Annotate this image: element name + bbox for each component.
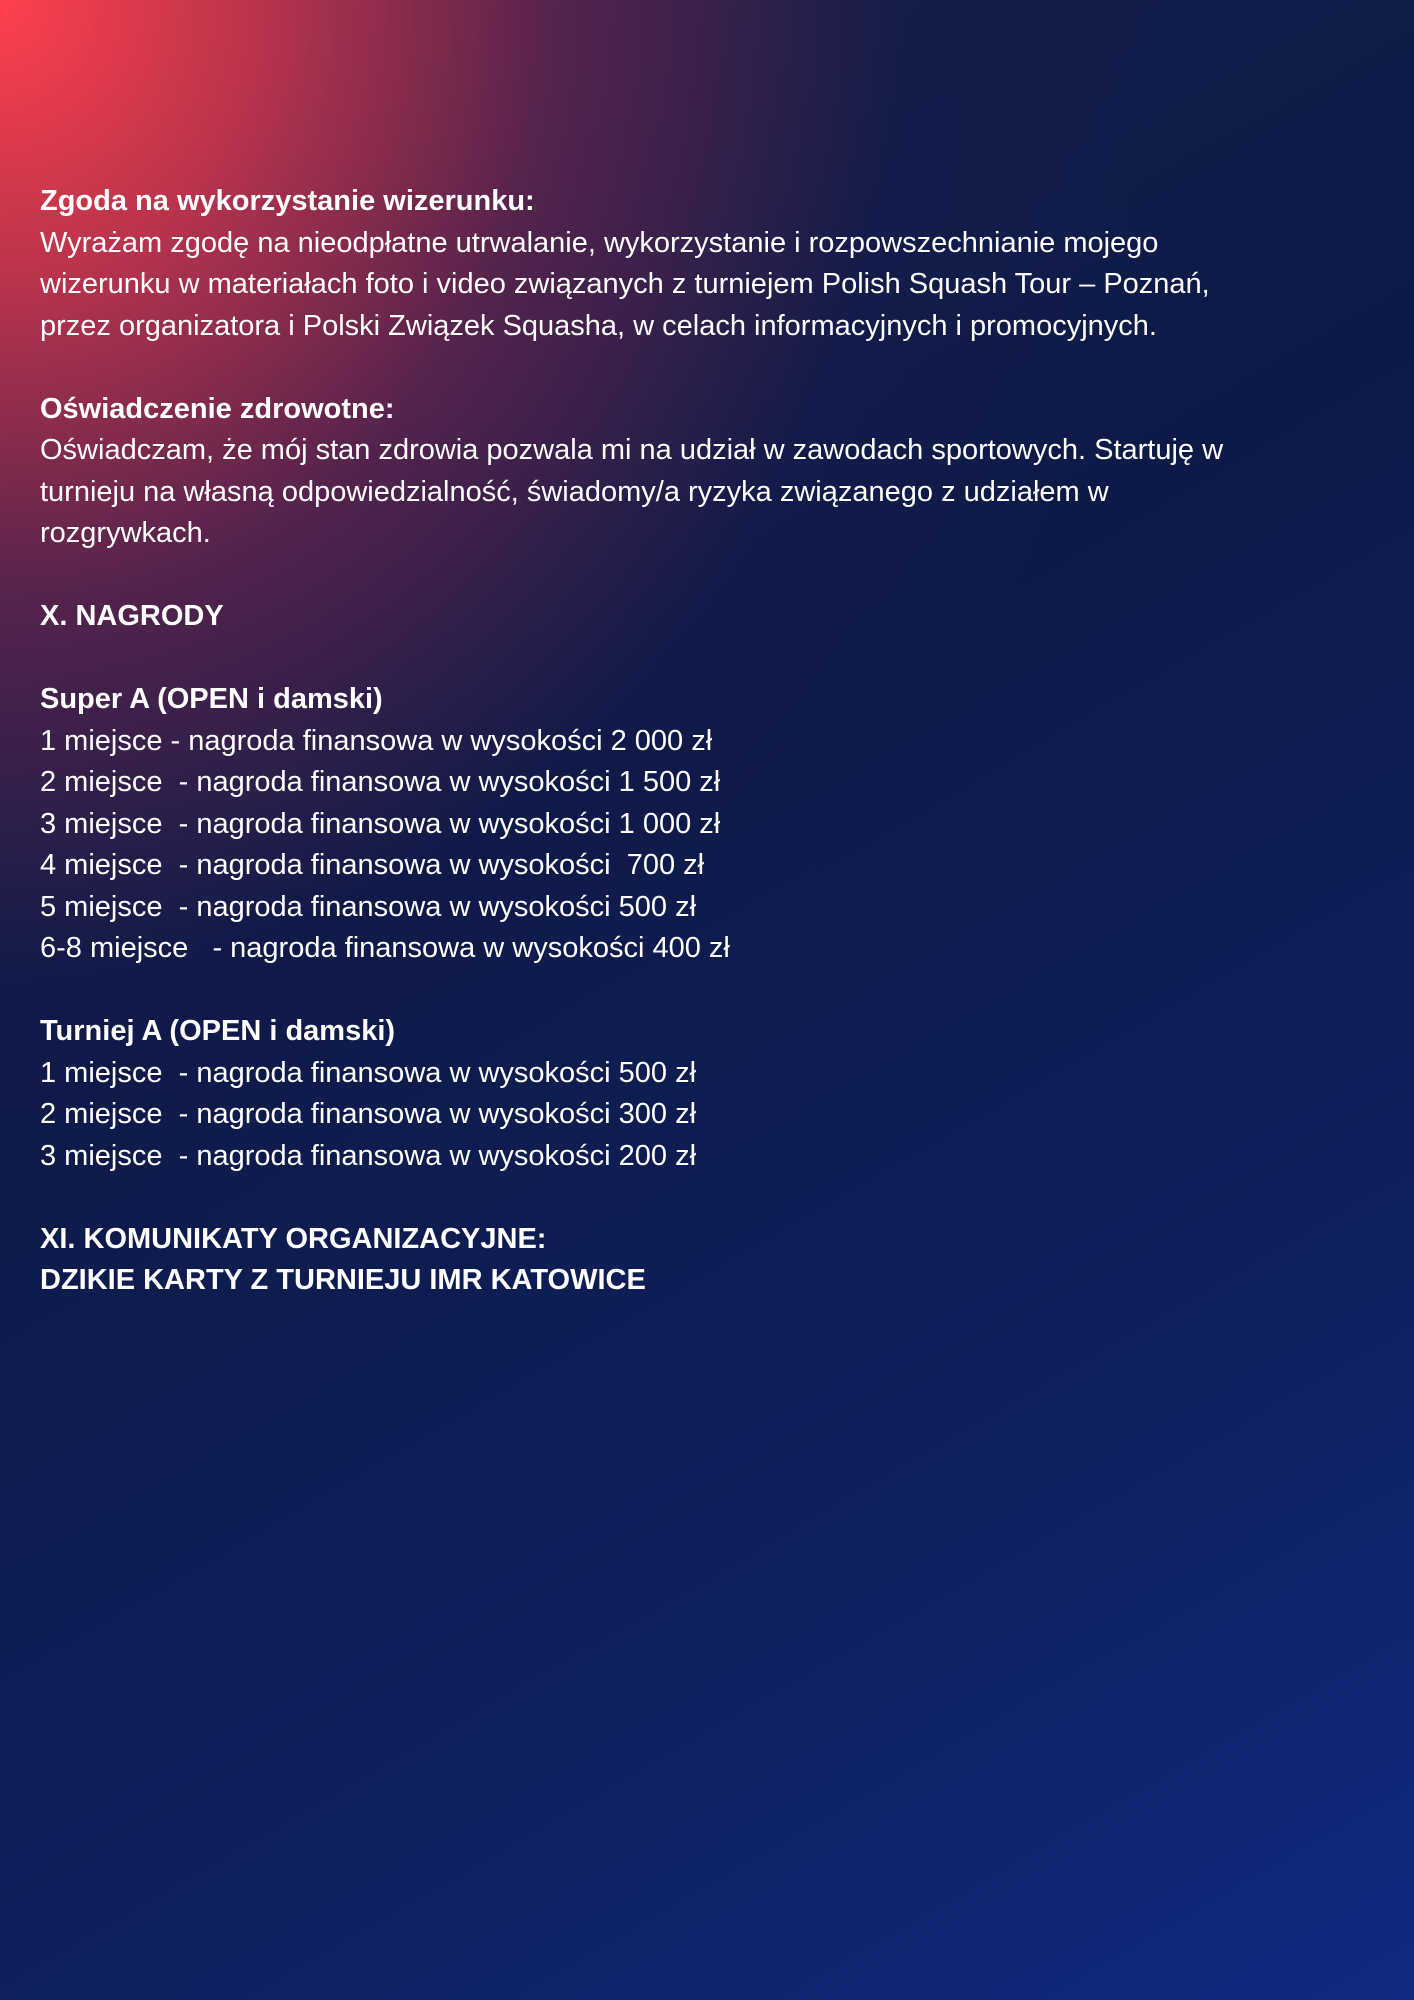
- prize-line: 3 miejsce - nagroda finansowa w wysokości 200 zł: [40, 1139, 697, 1172]
- prize-line: 6-8 miejsce - nagroda finansowa w wysokości 400 zł: [40, 932, 730, 964]
- image-consent-line: wizerunku w materiałach foto i video związanych z turniejem Polish Squash Tour – Poznań,: [40, 268, 1210, 300]
- turniej-a-heading: Turniej A (OPEN i damski): [40, 1015, 396, 1047]
- spacer: [40, 970, 1380, 1012]
- prize-line: 4 miejsce - nagroda finansowa w wysokości 700 zł: [40, 849, 705, 881]
- spacer: [40, 638, 1380, 680]
- image-consent-heading: Zgoda na wykorzystanie wizerunku:: [40, 185, 535, 217]
- super-a-heading: Super A (OPEN i damski): [40, 683, 383, 715]
- announcements-subtitle: DZIKIE KARTY Z TURNIEJU IMR KATOWICE: [40, 1264, 646, 1296]
- image-consent-line: przez organizatora i Polski Związek Squasha, w celach informacyjnych i promocyjnych.: [40, 309, 1157, 342]
- health-statement-line: turnieju na własną odpowiedzialność, świadomy/a ryzyka związanego z udziałem w: [40, 475, 1109, 508]
- prize-line: 1 miejsce - nagroda finansowa w wysokości 2 000 zł: [40, 724, 713, 757]
- prize-line: 2 miejsce - nagroda finansowa w wysokości 300 zł: [40, 1098, 697, 1130]
- image-consent-line: Wyrażam zgodę na nieodpłatne utrwalanie, wykorzystanie i rozpowszechnianie mojego: [40, 226, 1159, 259]
- image-consent-section: [40, 181, 1380, 347]
- announcements-section-title: XI. KOMUNIKATY ORGANIZACYJNE:: [40, 1222, 547, 1255]
- prize-line: 1 miejsce - nagroda finansowa w wysokości 500 zł: [40, 1056, 697, 1089]
- health-statement-line: Oświadczam, że mój stan zdrowia pozwala mi na udział w zawodach sportowych. Startuję w: [40, 434, 1224, 466]
- prize-line: 2 miejsce - nagroda finansowa w wysokości 1 500 zł: [40, 766, 721, 798]
- health-statement-heading: Oświadczenie zdrowotne:: [40, 392, 395, 425]
- spacer: [40, 1177, 1380, 1219]
- document-content: [40, 181, 1380, 1302]
- prize-line: 3 miejsce - nagroda finansowa w wysokości 1 000 zł: [40, 807, 721, 840]
- spacer: [40, 347, 1380, 389]
- super-a-prize-list: [40, 679, 1380, 970]
- prize-line: 5 miejsce - nagroda finansowa w wysokości 500 zł: [40, 890, 697, 923]
- spacer: [40, 555, 1380, 597]
- announcements-section: [40, 1219, 1380, 1302]
- prizes-section: [40, 596, 1380, 1177]
- health-statement-line: rozgrywkach.: [40, 517, 211, 549]
- health-statement-section: [40, 389, 1380, 555]
- turniej-a-prize-list: [40, 1011, 1380, 1177]
- prizes-section-title: X. NAGRODY: [40, 600, 224, 632]
